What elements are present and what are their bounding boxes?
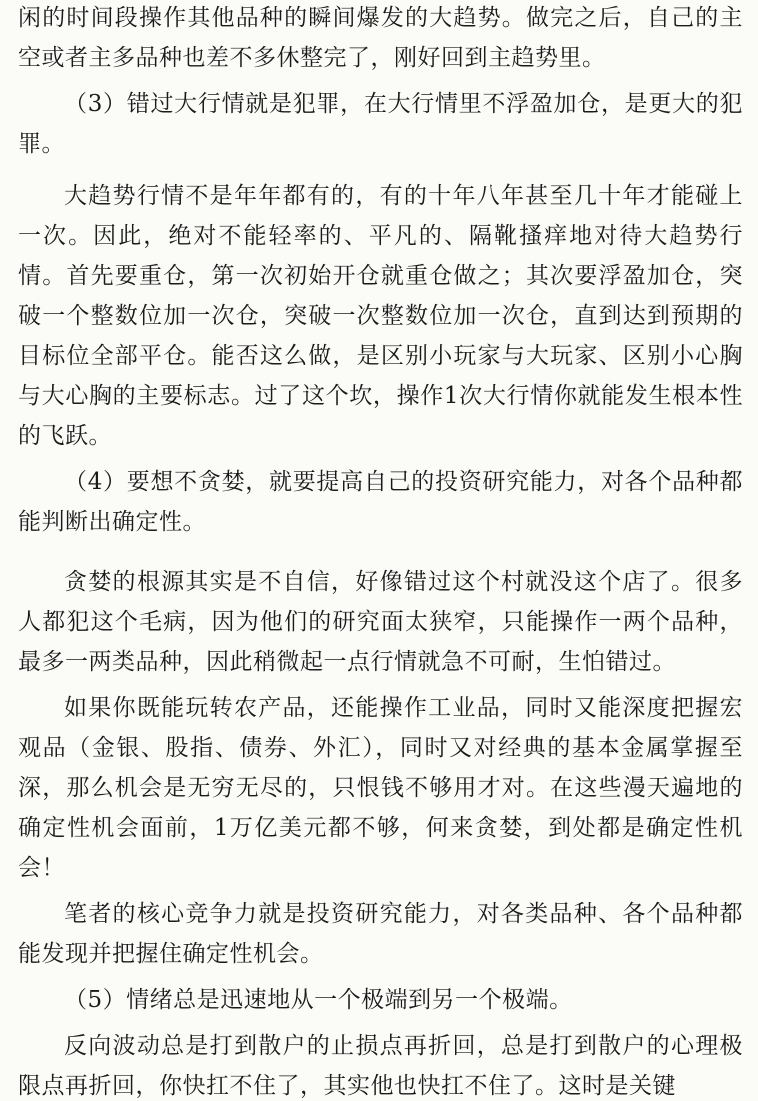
paragraph-big-trend: 大趋势行情不是年年都有的，有的十年八年甚至几十年才能碰上一次。因此，绝对不能轻率的、平凡的、隔靴搔痒地对待大趋势行情。首先要重仓，第一次初始开仓就重仓做之；其次要浮盈加仓，突破一个整数位加一次仓，突破一次整数位加一次仓，直到达到预期的目标位全部平仓。能否这么做，是区别小玩家与大玩家、区别小心胸与大心胸的主要标志。过了这个坎，操作1次大行情你就能发生根本性的飞跃。 [18,183,743,449]
paragraph-continued: 闲的时间段操作其他品种的瞬间爆发的大趋势。做完之后，自己的主空或者主多品种也差不多休整完了，刚好回到主趋势里。 [18,5,743,71]
paragraph-opportunities: 如果你既能玩转农产品，还能操作工业品，同时又能深度把握宏观品（金银、股指、债券、外汇），同时又对经典的基本金属掌握至深，那么机会是无穷无尽的，只恨钱不够用才对。在这些漫天遍地的确定性机会面前，1万亿美元都不够，何来贪婪，到处都是确定性机会！ [18,695,743,881]
page-body [18,0,743,1101]
point-3-heading: （3）错过大行情就是犯罪，在大行情里不浮盈加仓，是更大的犯罪。 [18,91,743,157]
point-5-heading: （5）情绪总是迅速地从一个极端到另一个极端。 [64,987,573,1013]
paragraph-greed-root: 贪婪的根源其实是不自信，好像错过这个村就没这个店了。很多人都犯这个毛病，因为他们的研究面太狭窄，只能操作一两个品种，最多一两类品种，因此稍微起一点行情就急不可耐，生怕错过。 [18,569,743,675]
point-4-heading: （4）要想不贪婪，就要提高自己的投资研究能力，对各个品种都能判断出确定性。 [18,469,743,535]
paragraph-reverse-fluctuation: 反向波动总是打到散户的止损点再折回，总是打到散户的心理极限点再折回，你快扛不住了，其实他也快扛不住了。这时是关键 [18,1033,743,1099]
paragraph-core-competence: 笔者的核心竞争力就是投资研究能力，对各类品种、各个品种都能发现并把握住确定性机会。 [18,901,743,967]
